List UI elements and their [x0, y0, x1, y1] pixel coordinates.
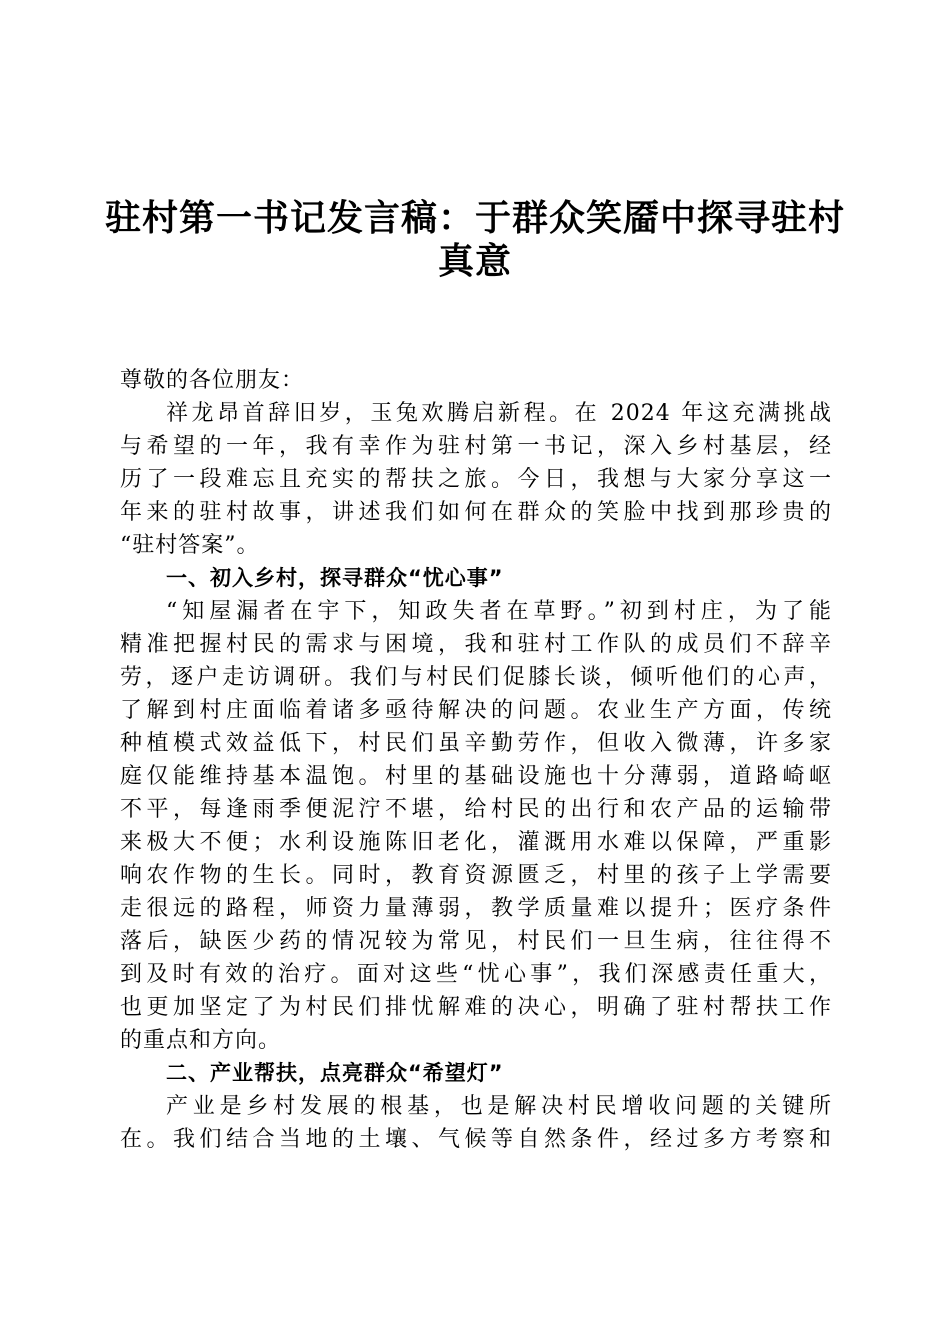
salutation: 尊敬的各位朋友：: [120, 368, 305, 393]
section-1-line: 的重点和方向。: [120, 1028, 282, 1053]
intro-line: “驻村答案”。: [120, 533, 260, 558]
intro-line: 与希望的一年，我有幸作为驻村第一书记，深入乡村基层，经: [120, 434, 832, 459]
section-1-line: 不平，每逢雨季便泥泞不堪，给村民的出行和农产品的运输带: [120, 797, 832, 822]
intro-line: 年来的驻村故事，讲述我们如何在群众的笑脸中找到那珍贵的: [120, 500, 832, 525]
document-title-line-2: 真意: [437, 240, 512, 282]
section-1-line: 劳，逐户走访调研。我们与村民们促膝长谈，倾听他们的心声，: [120, 665, 832, 690]
intro-line: 历了一段难忘且充实的帮扶之旅。今日，我想与大家分享这一: [120, 467, 832, 492]
section-1-line: 庭仅能维持基本温饱。村里的基础设施也十分薄弱，道路崎岖: [120, 764, 832, 789]
section-2-heading: 二、产业帮扶，点亮群众“希望灯”: [166, 1061, 504, 1085]
section-1-line: 落后，缺医少药的情况较为常见，村民们一旦生病，往往得不: [120, 929, 832, 954]
section-1-line: 精准把握村民的需求与困境，我和驻村工作队的成员们不辞辛: [120, 632, 832, 657]
section-1-line: 响农作物的生长。同时，教育资源匮乏，村里的孩子上学需要: [120, 863, 832, 888]
section-1-heading: 一、初入乡村，探寻群众“忧心事”: [166, 566, 504, 590]
section-1-line: 种植模式效益低下，村民们虽辛勤劳作，但收入微薄，许多家: [120, 731, 832, 756]
section-1-line: 走很远的路程，师资力量薄弱，教学质量难以提升；医疗条件: [120, 896, 832, 921]
section-1-line: 也更加坚定了为村民们排忧解难的决心，明确了驻村帮扶工作: [120, 995, 832, 1020]
section-2-line: 产业是乡村发展的根基，也是解决村民增收问题的关键所: [166, 1094, 832, 1119]
document-body: [120, 364, 832, 1156]
intro-line: 祥龙昂首辞旧岁，玉兔欢腾启新程。在 2024 年这充满挑战: [166, 401, 832, 426]
section-1-line: 了解到村庄面临着诸多亟待解决的问题。农业生产方面，传统: [120, 698, 832, 723]
section-1-line: 到及时有效的治疗。面对这些“忧心事”，我们深感责任重大，: [120, 962, 832, 987]
document-title-line-1: 驻村第一书记发言稿：于群众笑靥中探寻驻村: [104, 197, 845, 239]
section-2-line: 在。我们结合当地的土壤、气候等自然条件，经过多方考察和: [120, 1127, 832, 1152]
section-1-line: “知屋漏者在宇下，知政失者在草野。”初到村庄，为了能: [166, 599, 832, 624]
section-1-line: 来极大不便；水利设施陈旧老化，灌溉用水难以保障，严重影: [120, 830, 832, 855]
